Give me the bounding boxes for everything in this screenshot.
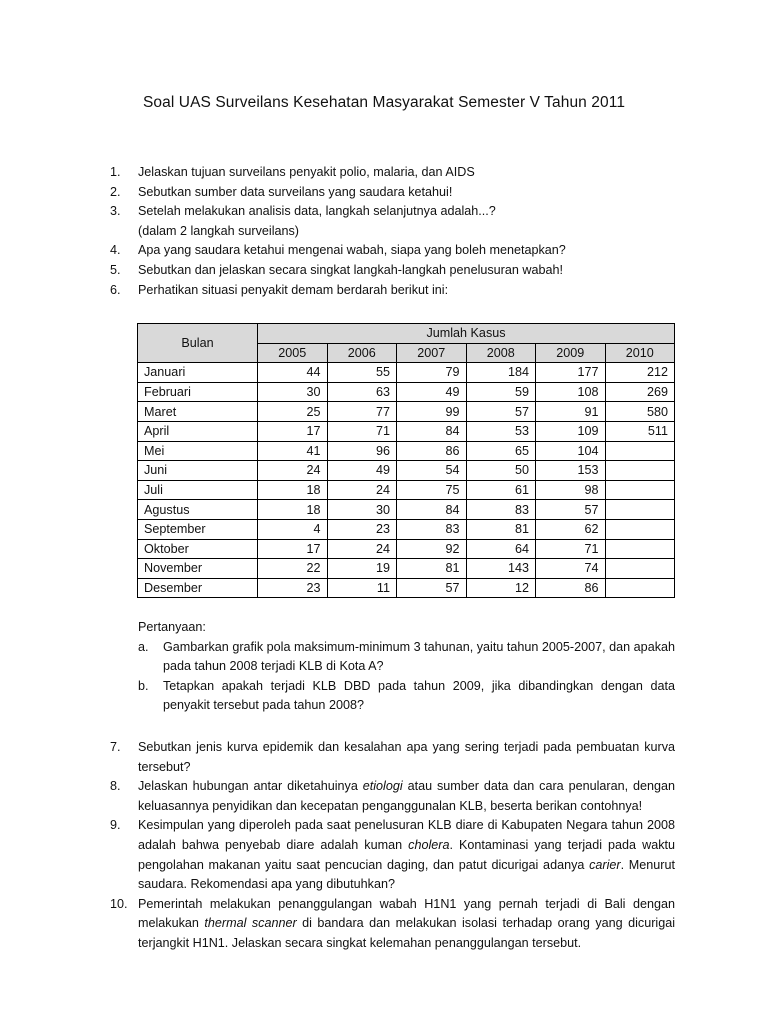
pertanyaan-heading: Pertanyaan:	[138, 620, 206, 634]
case-count-cell: 83	[397, 519, 467, 539]
question-item	[110, 777, 675, 816]
case-count-cell: 17	[258, 421, 328, 441]
case-count-cell: 41	[258, 441, 328, 461]
case-count-cell: 71	[536, 539, 606, 559]
case-count-cell: 99	[397, 402, 467, 422]
question-text	[138, 816, 675, 894]
question-text: Setelah melakukan analisis data, langkah selanjutnya adalah...?	[138, 204, 496, 219]
sub-question-letter: a.	[138, 639, 149, 654]
case-count-cell: 24	[327, 480, 397, 500]
case-count-cell: 55	[327, 363, 397, 383]
question-number: 8.	[110, 779, 121, 794]
case-count-cell: 61	[466, 480, 536, 500]
case-count-cell	[605, 578, 675, 598]
case-count-cell: 59	[466, 382, 536, 402]
table-row	[138, 500, 675, 520]
text-segment: di bandara dan melakukan isolasi terhadap orang yang dicurigai terjangkit H1N1. Jelaskan secara singkat kelemahan penanggulangan tersebut.	[138, 916, 676, 950]
case-count-cell: 54	[397, 461, 467, 481]
question-number: 7.	[110, 740, 121, 754]
case-count-cell	[605, 480, 675, 500]
case-count-cell: 79	[397, 363, 467, 383]
case-count-cell: 86	[536, 578, 606, 598]
case-count-cell: 212	[605, 363, 675, 383]
year-header: 2009	[536, 343, 606, 363]
table-row	[138, 519, 675, 539]
case-table	[137, 323, 675, 598]
case-count-cell: 74	[536, 559, 606, 579]
case-count-cell: 108	[536, 382, 606, 402]
case-count-cell: 25	[258, 402, 328, 422]
document-title: Soal UAS Surveilans Kesehatan Masyarakat Semester V Tahun 2011	[142, 94, 626, 111]
question-item	[110, 202, 680, 222]
case-count-cell: 64	[466, 539, 536, 559]
question-text: (dalam 2 langkah surveilans)	[138, 223, 300, 238]
case-count-cell: 86	[397, 441, 467, 461]
italic-term: cholera	[408, 837, 450, 852]
table-row	[138, 363, 675, 383]
month-cell: Oktober	[138, 539, 258, 559]
case-count-cell: 49	[397, 382, 467, 402]
table-header-row	[138, 324, 675, 344]
case-count-cell: 50	[466, 461, 536, 481]
question-number	[110, 222, 138, 242]
case-count-cell: 30	[327, 500, 397, 520]
month-cell: Desember	[138, 578, 258, 598]
question-item	[110, 241, 680, 261]
question-item	[110, 816, 675, 894]
month-column-header: Bulan	[138, 324, 258, 363]
italic-term: carier	[589, 857, 621, 872]
case-count-cell: 44	[258, 363, 328, 383]
case-count-cell: 53	[466, 421, 536, 441]
case-count-cell: 30	[258, 382, 328, 402]
table-row	[138, 402, 675, 422]
question-number: 3.	[110, 204, 121, 219]
sub-question-text: Gambarkan grafik pola maksimum-minimum 3 tahunan, yaitu tahun 2005-2007, dan apakah pada tahun 2008 terjadi KLB di Kota A?	[163, 639, 675, 674]
table-row	[138, 539, 675, 559]
case-count-cell: 98	[536, 480, 606, 500]
case-count-cell: 71	[327, 421, 397, 441]
case-count-cell: 57	[466, 402, 536, 422]
sub-question-letter: b.	[138, 678, 149, 693]
case-count-cell: 184	[466, 363, 536, 383]
case-count-cell: 19	[327, 559, 397, 579]
case-count-cell	[605, 441, 675, 461]
case-count-cell	[605, 500, 675, 520]
italic-term: etiologi	[362, 779, 403, 794]
table-row	[138, 578, 675, 598]
question-number: 4.	[110, 243, 121, 258]
case-count-cell: 17	[258, 539, 328, 559]
case-count-cell: 81	[466, 519, 536, 539]
case-count-cell: 22	[258, 559, 328, 579]
case-count-cell: 104	[536, 441, 606, 461]
month-cell: April	[138, 421, 258, 441]
case-count-cell	[605, 519, 675, 539]
year-header: 2010	[605, 343, 675, 363]
text-segment: Kesimpulan yang diperoleh pada saat penelusuran KLB diare di Kabupaten Negara tahun 2008 adalah bahwa penyebab diare adalah kuman	[138, 818, 675, 852]
question-text: Sebutkan dan jelaskan secara singkat langkah-langkah penelusuran wabah!	[138, 262, 563, 277]
question-number: 9.	[110, 818, 121, 833]
case-count-cell: 153	[536, 461, 606, 481]
month-cell: November	[138, 559, 258, 579]
question-text	[138, 738, 675, 777]
case-count-cell: 23	[258, 578, 328, 598]
case-count-cell: 18	[258, 480, 328, 500]
case-count-cell: 83	[466, 500, 536, 520]
year-header: 2006	[327, 343, 397, 363]
case-count-cell: 49	[327, 461, 397, 481]
case-count-group-header: Jumlah Kasus	[258, 324, 675, 344]
italic-term: thermal scanner	[204, 916, 297, 931]
case-count-cell: 177	[536, 363, 606, 383]
year-header: 2007	[397, 343, 467, 363]
case-count-cell: 57	[397, 578, 467, 598]
year-header: 2005	[258, 343, 328, 363]
question-number: 1.	[110, 165, 121, 179]
case-count-cell: 91	[536, 402, 606, 422]
case-count-cell: 511	[605, 421, 675, 441]
case-count-cell: 143	[466, 559, 536, 579]
sub-question-item	[138, 638, 675, 677]
case-count-cell: 4	[258, 519, 328, 539]
case-count-cell	[605, 559, 675, 579]
question-item	[110, 895, 675, 954]
text-segment: Pemerintah melakukan penanggulangan wabah H1N1 yang pernah terjadi di Bali dengan melakukan	[138, 896, 675, 931]
case-count-cell: 62	[536, 519, 606, 539]
question-item	[110, 738, 675, 777]
table-row	[138, 382, 675, 402]
text-segment: Jelaskan hubungan antar diketahuinya	[138, 779, 363, 794]
case-count-cell: 580	[605, 402, 675, 422]
case-count-cell: 84	[397, 500, 467, 520]
month-cell: Maret	[138, 402, 258, 422]
question-text: Sebutkan sumber data surveilans yang saudara ketahui!	[138, 184, 453, 199]
case-count-cell: 81	[397, 559, 467, 579]
month-cell: Februari	[138, 382, 258, 402]
table-row	[138, 461, 675, 481]
case-count-cell: 18	[258, 500, 328, 520]
question-number: 6.	[110, 282, 121, 297]
question-item	[110, 222, 680, 242]
question-number: 2.	[110, 184, 121, 199]
table-row	[138, 441, 675, 461]
case-count-cell: 11	[327, 578, 397, 598]
case-count-cell: 23	[327, 519, 397, 539]
text-segment: atau sumber data dan cara penularan, dengan keluasannya penyidikan dan kecepatan penganggunalan KLB, beserta berikan contohnya!	[138, 779, 676, 813]
case-count-cell: 92	[397, 539, 467, 559]
case-count-cell: 75	[397, 480, 467, 500]
text-segment: . Kontaminasi yang terjadi pada waktu pengolahan makanan yaitu saat pencucian daging, dan patut dicurigai adanya	[138, 837, 675, 872]
month-cell: Juli	[138, 480, 258, 500]
month-cell: September	[138, 519, 258, 539]
question-text: Apa yang saudara ketahui mengenai wabah, siapa yang boleh menetapkan?	[138, 243, 566, 258]
table-row	[138, 559, 675, 579]
case-count-cell: 63	[327, 382, 397, 402]
month-cell: Agustus	[138, 500, 258, 520]
text-segment: . Menurut saudara. Rekomendasi apa yang dibutuhkan?	[138, 857, 675, 892]
text-segment: Sebutkan jenis kurva epidemik dan kesalahan apa yang sering terjadi pada pembuatan kurva tersebut?	[138, 740, 675, 774]
case-count-cell: 12	[466, 578, 536, 598]
question-text: Perhatikan situasi penyakit demam berdarah berikut ini:	[138, 282, 449, 297]
table-row	[138, 480, 675, 500]
question-item	[110, 261, 680, 281]
question-list-bottom	[110, 738, 675, 954]
question-number: 5.	[110, 262, 121, 277]
case-count-cell: 24	[327, 539, 397, 559]
question-text	[138, 777, 675, 816]
table-row	[138, 421, 675, 441]
question-text	[138, 895, 675, 954]
pertanyaan-section	[138, 618, 675, 716]
case-count-cell: 65	[466, 441, 536, 461]
question-item	[110, 183, 680, 203]
question-item	[110, 163, 680, 183]
sub-question-text: Tetapkan apakah terjadi KLB DBD pada tahun 2009, jika dibandingkan dengan data penyakit tersebut pada tahun 2008?	[163, 678, 675, 713]
question-number: 10.	[110, 896, 128, 911]
month-cell: Januari	[138, 363, 258, 383]
question-item	[110, 281, 680, 301]
case-count-cell	[605, 461, 675, 481]
case-count-cell: 84	[397, 421, 467, 441]
case-count-cell	[605, 539, 675, 559]
case-count-cell: 96	[327, 441, 397, 461]
case-count-cell: 77	[327, 402, 397, 422]
case-count-cell: 24	[258, 461, 328, 481]
month-cell: Juni	[138, 461, 258, 481]
sub-question-item	[138, 677, 675, 716]
case-count-cell: 109	[536, 421, 606, 441]
question-text: Jelaskan tujuan surveilans penyakit polio, malaria, dan AIDS	[138, 165, 475, 179]
month-cell: Mei	[138, 441, 258, 461]
year-header: 2008	[466, 343, 536, 363]
case-count-cell: 57	[536, 500, 606, 520]
question-list-top	[110, 163, 680, 300]
case-count-cell: 269	[605, 382, 675, 402]
